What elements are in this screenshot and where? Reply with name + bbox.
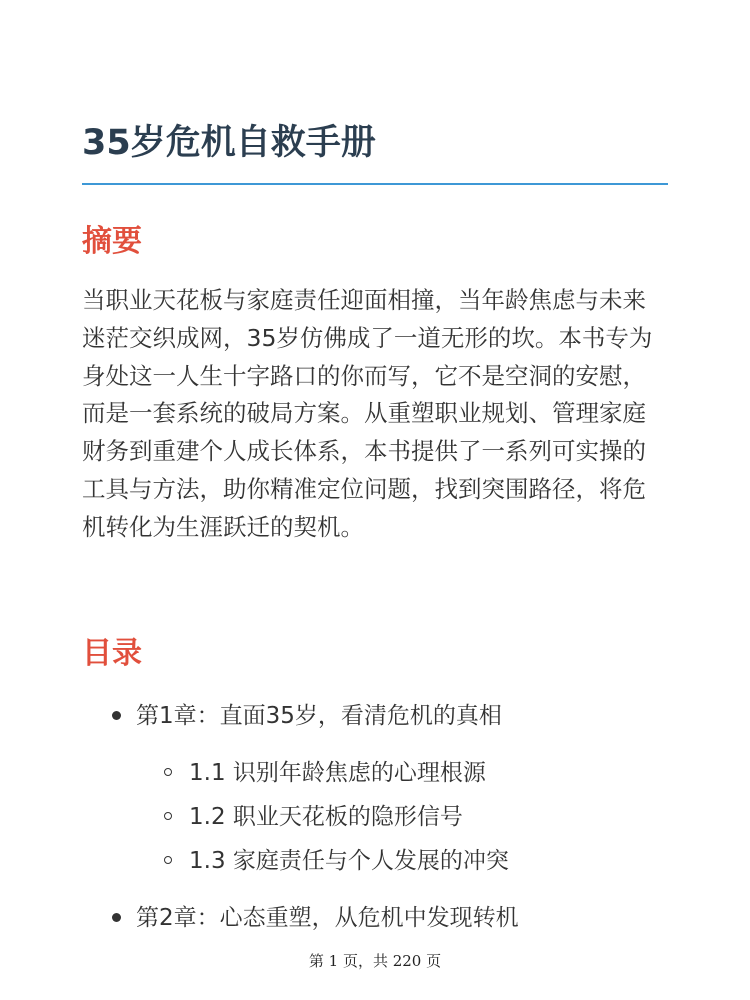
toc-section-1-2[interactable] — [189, 799, 463, 835]
hollow-bullet-icon — [164, 856, 172, 864]
toc-section-1-1[interactable] — [189, 755, 486, 791]
book-title: 35岁危机自救手册 — [82, 123, 376, 163]
toc-chapter-label: 第1章：直面35岁，看清危机的真相 — [136, 703, 502, 729]
page-footer: 第 1 页，共 220 页 — [308, 952, 442, 970]
abstract-heading: 摘要 — [82, 224, 142, 259]
filled-bullet-icon — [112, 913, 121, 922]
abstract-text: 当职业天花板与家庭责任迎面相撞，当年龄焦虑与未来迷茫交织成网，35岁仿佛成了一道无形的坎。本书专为身处这一人生十字路口的你而写，它不是空洞的安慰，而是一套系统的破局方案。从重塑职业规划、管理家庭财务到重建个人成长体系，本书提供了一系列可实操的工具与方法，助你精准定位问题，找到突围路径，将危机转化为生涯跃迁的契机。 — [82, 286, 653, 541]
hollow-bullet-icon — [164, 768, 172, 776]
toc-section-label: 1.2 职业天花板的隐形信号 — [189, 804, 463, 830]
toc-heading: 目录 — [82, 636, 142, 671]
toc-chapter-1[interactable] — [136, 698, 502, 734]
toc-chapter-2[interactable] — [136, 900, 519, 936]
filled-bullet-icon — [112, 711, 121, 720]
title-divider — [82, 183, 668, 185]
hollow-bullet-icon — [164, 812, 172, 820]
toc-section-label: 1.1 识别年龄焦虑的心理根源 — [189, 760, 486, 786]
toc-section-1-3[interactable] — [189, 843, 509, 879]
toc-chapter-label: 第2章：心态重塑，从危机中发现转机 — [136, 905, 519, 931]
toc-section-label: 1.3 家庭责任与个人发展的冲突 — [189, 848, 509, 874]
